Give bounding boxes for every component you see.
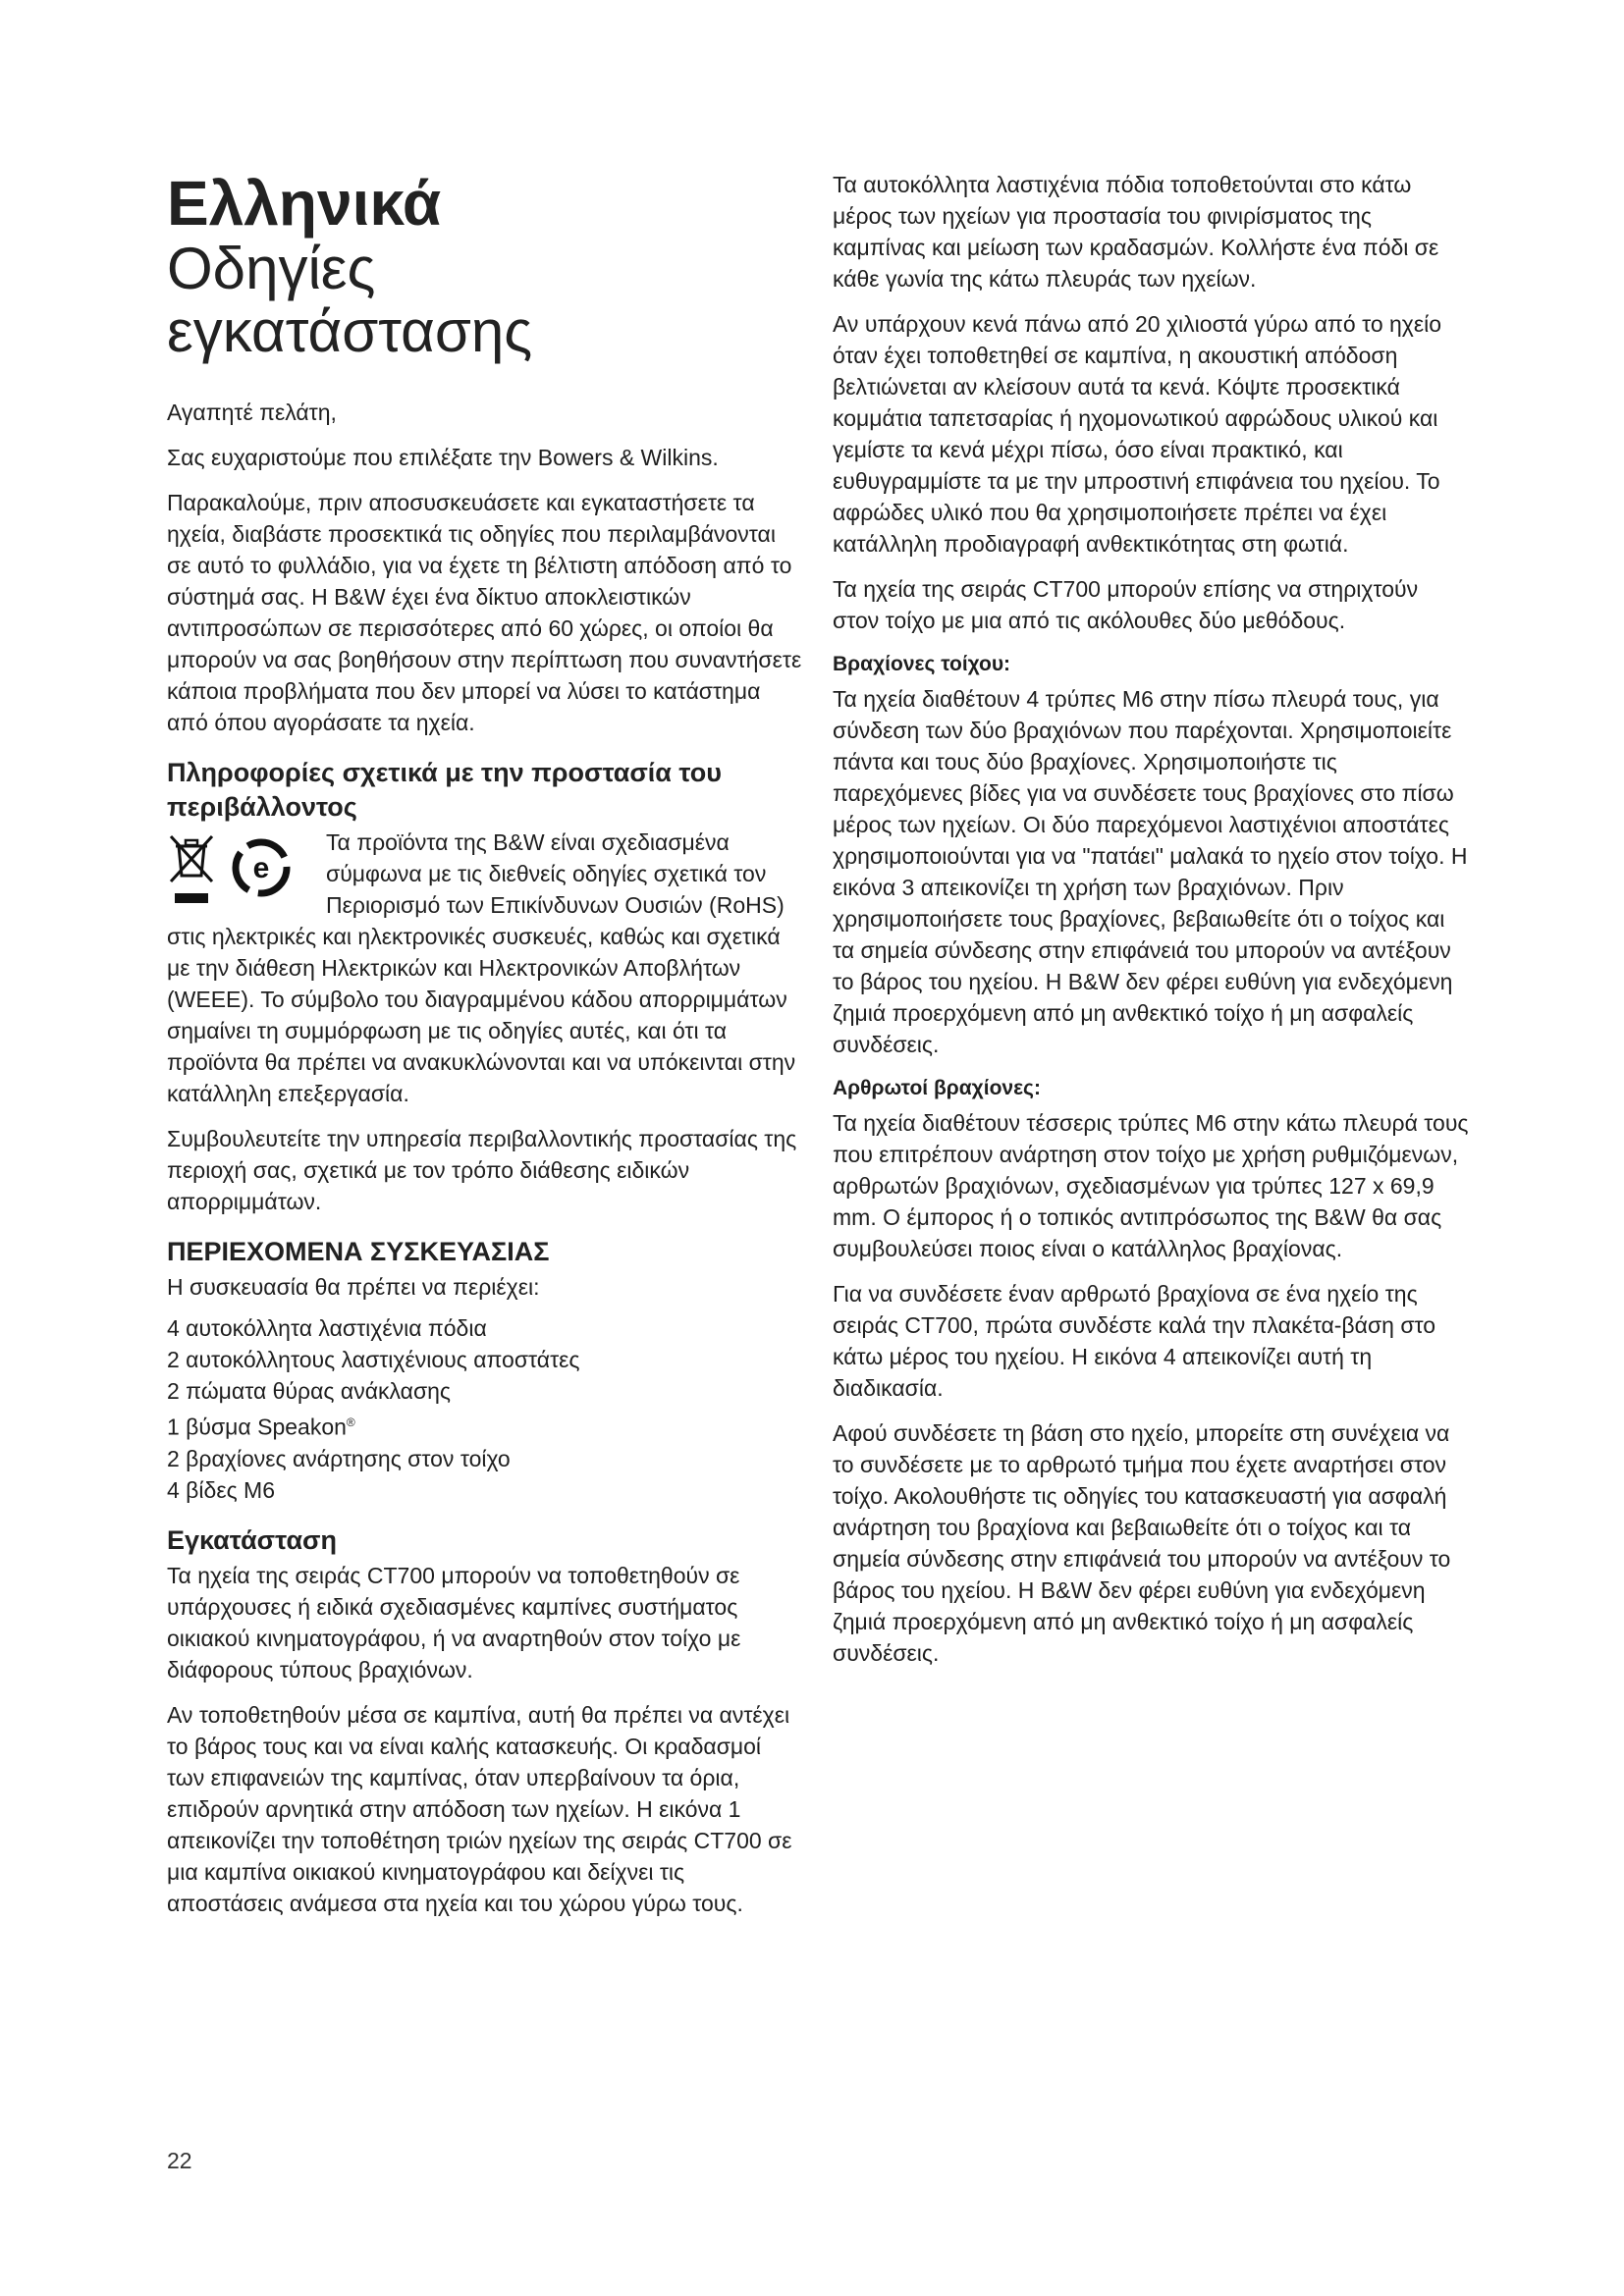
page-number: 22 bbox=[167, 2148, 192, 2173]
list-item: 4 βίδες M6 bbox=[167, 1476, 276, 1503]
rohs-recycle-icon bbox=[236, 842, 287, 893]
thanks-paragraph: Σας ευχαριστούμε που επιλέξατε την Bowers & Wilkins. bbox=[167, 445, 719, 470]
installation-paragraph-1: Τα ηχεία της σειράς CT700 μπορούν να τοποθετηθούν σε υπάρχουσες ή ειδικά σχεδιασμένες καμπίνες συστήματος οικιακού κινηματογράφου, ή να αναρτηθούν στον τοίχο με διάφορους τύπους βραχιόνων. bbox=[167, 1562, 741, 1682]
wall-brackets-heading: Βραχίονες τοίχου: bbox=[833, 653, 1011, 675]
installation-paragraph-2: Αν τοποθετηθούν μέσα σε καμπίνα, αυτή θα πρέπει να αντέχει το βάρος τους και να είναι καλής κατασκευής. Οι κραδασμοί των επιφανειών της καμπίνας, όταν υπερβαίνουν τα όρια, επιδρούν αρνητικά στην απόδοση των ηχείων. Η εικόνα 1 απεικονίζει την τοποθέτηση τριών ηχείων της σειράς CT700 σε μια καμπίνα οικιακού κινηματογράφου και δείχνει τις αποστάσεις ανάμεσα στα ηχεία και του χώρου γύρω τους. bbox=[167, 1701, 792, 1916]
wall-brackets-text: Τα ηχεία διαθέτουν 4 τρύπες M6 στην πίσω πλευρά τους, για σύνδεση των δύο βραχιόνων που παρέχονται. Χρησιμοποιείτε πάντα και τους δύο βραχίονες. Χρησιμοποιήστε τις παρεχόμενες βίδες για να συνδέσετε τους βραχίονες στο πίσω μέρος των ηχείων. Οι δύο παρεχόμενοι λαστιχένιοι αποστάτες χρησιμοποιούνται για να "πατάει" μαλακά το ηχείο στον τοίχο. Η εικόνα 3 απεικονίζει τη χρήση των βραχιόνων. Πριν χρησιμοποιήσετε τους βραχίονες, βεβαιωθείτε ότι ο τοίχος και τα σημεία σύνδεσης στην επιφάνειά του μπορούν να αντέξουν το βάρος του ηχείου. Η B&W δεν φέρει ευθύνη για ενδεχόμενη ζημιά προερχόμενη από μη ανθεκτικό τοίχο ή μη ασφαλείς συνδέσεις. bbox=[833, 686, 1468, 1057]
environment-section bbox=[167, 827, 803, 1109]
contents-list bbox=[167, 1312, 803, 1506]
list-item: 2 πώματα θύρας ανάκλασης bbox=[167, 1378, 452, 1404]
greeting: Αγαπητέ πελάτη, bbox=[167, 400, 337, 425]
articulated-brackets-text-2: Για να συνδέσετε έναν αρθρωτό βραχίονα σε ένα ηχείο της σειράς CT700, πρώτα συνδέστε καλά την πλακέτα-βάση στο κάτω μέρος του ηχείου. Η εικόνα 4 απεικονίζει αυτή τη διαδικασία. bbox=[833, 1281, 1436, 1401]
articulated-brackets-text-1: Τα ηχεία διαθέτουν τέσσερις τρύπες M6 στην κάτω πλευρά τους που επιτρέπουν ανάρτηση στον τοίχο με χρήση ρυθμιζόμενων, αρθρωτών βραχιόνων, σχεδιασμένων για τρύπες 127 x 69,9 mm. Ο έμπορος ή ο τοπικός αντιπρόσωπος της B&W θα σας συμβουλεύσει ποιος είναι ο κατάλληλος βραχίονας. bbox=[833, 1110, 1469, 1261]
recycling-symbols bbox=[167, 832, 316, 909]
environment-advice: Συμβουλευτείτε την υπηρεσία περιβαλλοντικής προστασίας της περιοχή σας, σχετικά με τον τρόπο διάθεσης ειδικών απορριμμάτων. bbox=[167, 1126, 797, 1214]
page-title: Ελληνικά bbox=[167, 168, 442, 239]
contents-intro: Η συσκευασία θα πρέπει να περιέχει: bbox=[167, 1274, 540, 1300]
feet-paragraph: Τα αυτοκόλλητα λαστιχένια πόδια τοποθετούνται στο κάτω μέρος των ηχείων για προστασία του φινιρίσματος της καμπίνας και μείωση των κραδασμών. Κολλήστε ένα πόδι σε κάθε γωνία της κάτω πλευράς των ηχείων. bbox=[833, 172, 1439, 292]
list-item: 2 αυτοκόλλητους λαστιχένιους αποστάτες bbox=[167, 1347, 580, 1372]
list-item-text: 1 βύσμα Speakon bbox=[167, 1414, 347, 1440]
articulated-brackets-text-3: Αφού συνδέσετε τη βάση στο ηχείο, μπορείτε στη συνέχεια να το συνδέσετε με το αρθρωτό τμήμα που έχετε αναρτήσει στον τοίχο. Ακολουθήστε τις οδηγίες του κατασκευαστή για ασφαλή ανάρτηση του βραχίονα και βεβαιωθείτε ότι ο τοίχος και τα σημεία σύνδεσης στην επιφάνειά του μπορούν να αντέξουν το βάρος του ηχείου. Η B&W δεν φέρει ευθύνη για ενδεχόμενη ζημιά προερχόμενη από μη ανθεκτικό τοίχο ή μη ασφαλείς συνδέσεις. bbox=[833, 1420, 1451, 1666]
right-column bbox=[833, 169, 1469, 1682]
contents-heading: ΠΕΡΙΕΧΟΜΕΝΑ ΣΥΣΚΕΥΑΣΙΑΣ bbox=[167, 1237, 550, 1266]
list-item: 2 βραχίονες ανάρτησης στον τοίχο bbox=[167, 1445, 511, 1471]
weee-crossed-bin-icon bbox=[171, 836, 212, 903]
installation-heading: Εγκατάσταση bbox=[167, 1524, 338, 1555]
articulated-brackets-heading: Αρθρωτοί βραχίονες: bbox=[833, 1077, 1041, 1099]
list-item bbox=[167, 1407, 803, 1443]
environment-heading: Πληροφορίες σχετικά με την προστασία του περιβάλλοντος bbox=[167, 758, 722, 822]
intro-paragraph: Παρακαλούμε, πριν αποσυσκευάσετε και εγκαταστήσετε τα ηχεία, διαβάστε προσεκτικά τις οδηγίες που περιλαμβάνονται σε αυτό το φυλλάδιο, για να έχετε τη βέλτιστη απόδοση από το σύστημά σας. Η B&W έχει ένα δίκτυο αποκλειστικών αντιπροσώπων σε περισσότερες από 60 χώρες, οι οποίοι θα μπορούν να σας βοηθήσουν στην περίπτωση που συναντήσετε κάποια προβλήματα που δεν μπορεί να λύσει το κατάστημα από όπου αγοράσατε τα ηχεία. bbox=[167, 490, 802, 735]
subtitle-line-2: εγκατάστασης bbox=[167, 298, 533, 364]
wall-methods-paragraph: Τα ηχεία της σειράς CT700 μπορούν επίσης να στηριχτούν στον τοίχο με μια από τις ακόλουθες δύο μεθόδους. bbox=[833, 576, 1419, 633]
left-column bbox=[167, 169, 803, 1933]
subtitle-line-1: Οδηγίες bbox=[167, 236, 376, 301]
gaps-paragraph: Αν υπάρχουν κενά πάνω από 20 χιλιοστά γύρω από το ηχείο όταν έχει τοποθετηθεί σε καμπίνα, η ακουστική απόδοση βελτιώνεται αν κλείσουν αυτά τα κενά. Κόψτε προσεκτικά κομμάτια ταπετσαρίας ή ηχομονωτικού αφρώδους υλικού και γεμίστε τα κενά μέχρι πίσω, όσο είναι πρακτικό, και ευθυγραμμίστε τα με την μπροστινή επιφάνεια του ηχείου. Το αφρώδες υλικό που θα χρησιμοποιήσετε πρέπει να έχει κατάλληλη προδιαγραφή ανθεκτικότητας στη φωτιά. bbox=[833, 311, 1442, 557]
page-subtitle bbox=[167, 238, 803, 363]
registered-mark: ® bbox=[346, 1415, 355, 1429]
list-item: 4 αυτοκόλλητα λαστιχένια πόδια bbox=[167, 1315, 487, 1341]
svg-text:e: e bbox=[252, 852, 270, 884]
environment-text: Τα προϊόντα της B&W είναι σχεδιασμένα σύμφωνα με τις διεθνείς οδηγίες σχετικά τον Περιορισμό των Επικίνδυνων Ουσιών (RoHS) στις ηλεκτρικές και ηλεκτρονικές συσκευές, καθώς και σχετικά με την διάθεση Ηλεκτρικών και Ηλεκτρονικών Αποβλήτων (WEEE). Το σύμβολο του διαγραμμένου κάδου απορριμμάτων σημαίνει τη συμμόρφωση με τις οδηγίες αυτές, και ότι τα προϊόντα θα πρέπει να ανακυκλώνονται και να υπόκεινται στην κατάλληλη επεξεργασία. bbox=[167, 829, 796, 1106]
